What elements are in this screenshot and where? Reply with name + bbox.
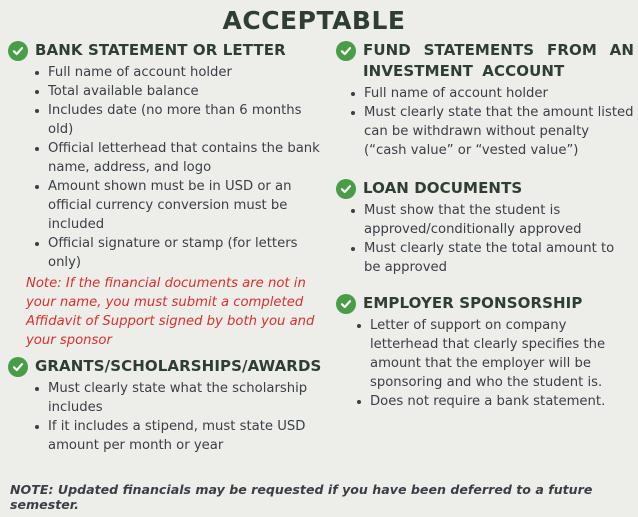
section-fund-statements bbox=[336, 40, 634, 160]
section-header bbox=[336, 40, 634, 82]
left-column bbox=[8, 40, 326, 461]
section-title: FUND STATEMENTS FROM AN INVESTMENT ACCOUNT bbox=[363, 41, 634, 80]
section-title: LOAN DOCUMENTS bbox=[363, 179, 523, 197]
footer-note: NOTE: Updated financials may be requested if you have been deferred to a future semester. bbox=[10, 482, 593, 512]
list-item: Amount shown must be in USD or an official currency conversion must be included bbox=[8, 177, 326, 234]
check-circle-icon bbox=[8, 41, 28, 61]
list-item: Letter of support on company letterhead that clearly specifies the amount that the employer will be sponsoring and who the student is. bbox=[336, 316, 634, 392]
section-header bbox=[8, 40, 326, 61]
section-title: BANK STATEMENT OR LETTER bbox=[35, 41, 286, 59]
right-column bbox=[336, 40, 634, 417]
section-header bbox=[336, 178, 634, 199]
section-header bbox=[336, 293, 634, 314]
section-employer-sponsorship bbox=[336, 293, 634, 411]
section-title: GRANTS/SCHOLARSHIPS/AWARDS bbox=[35, 357, 322, 375]
requirement-list bbox=[336, 84, 634, 160]
check-circle-icon bbox=[336, 179, 356, 199]
list-item: Must show that the student is approved/conditionally approved bbox=[336, 201, 634, 239]
requirement-list bbox=[8, 63, 326, 272]
page-title: ACCEPTABLE bbox=[222, 6, 406, 35]
list-item: Full name of account holder bbox=[336, 84, 634, 103]
check-circle-icon bbox=[8, 357, 28, 377]
list-item: Includes date (no more than 6 months old) bbox=[8, 101, 326, 139]
section-title: EMPLOYER SPONSORSHIP bbox=[363, 294, 583, 312]
section-header bbox=[8, 356, 326, 377]
list-item: Official letterhead that contains the bank name, address, and logo bbox=[8, 139, 326, 177]
list-item: Must clearly state that the amount listed can be withdrawn without penalty (“cash value” or “vested value”) bbox=[336, 103, 634, 160]
section-grants bbox=[8, 356, 326, 455]
list-item: Total available balance bbox=[8, 82, 326, 101]
section-loan-documents bbox=[336, 178, 634, 277]
sponsor-note: Note: If the financial documents are not in your name, you must submit a completed Affidavit of Support signed by both you and your sponsor bbox=[26, 276, 315, 348]
requirement-list bbox=[336, 316, 634, 411]
list-item: Full name of account holder bbox=[8, 63, 326, 82]
list-item: Must clearly state what the scholarship includes bbox=[8, 379, 326, 417]
list-item: If it includes a stipend, must state USD amount per month or year bbox=[8, 417, 326, 455]
requirement-list bbox=[8, 379, 326, 455]
check-circle-icon bbox=[336, 41, 356, 61]
requirement-list bbox=[336, 201, 634, 277]
section-bank-statement bbox=[8, 40, 326, 350]
list-item: Must clearly state the total amount to be approved bbox=[336, 239, 634, 277]
list-item: Official signature or stamp (for letters only) bbox=[8, 234, 326, 272]
list-item: Does not require a bank statement. bbox=[336, 392, 634, 411]
check-circle-icon bbox=[336, 294, 356, 314]
